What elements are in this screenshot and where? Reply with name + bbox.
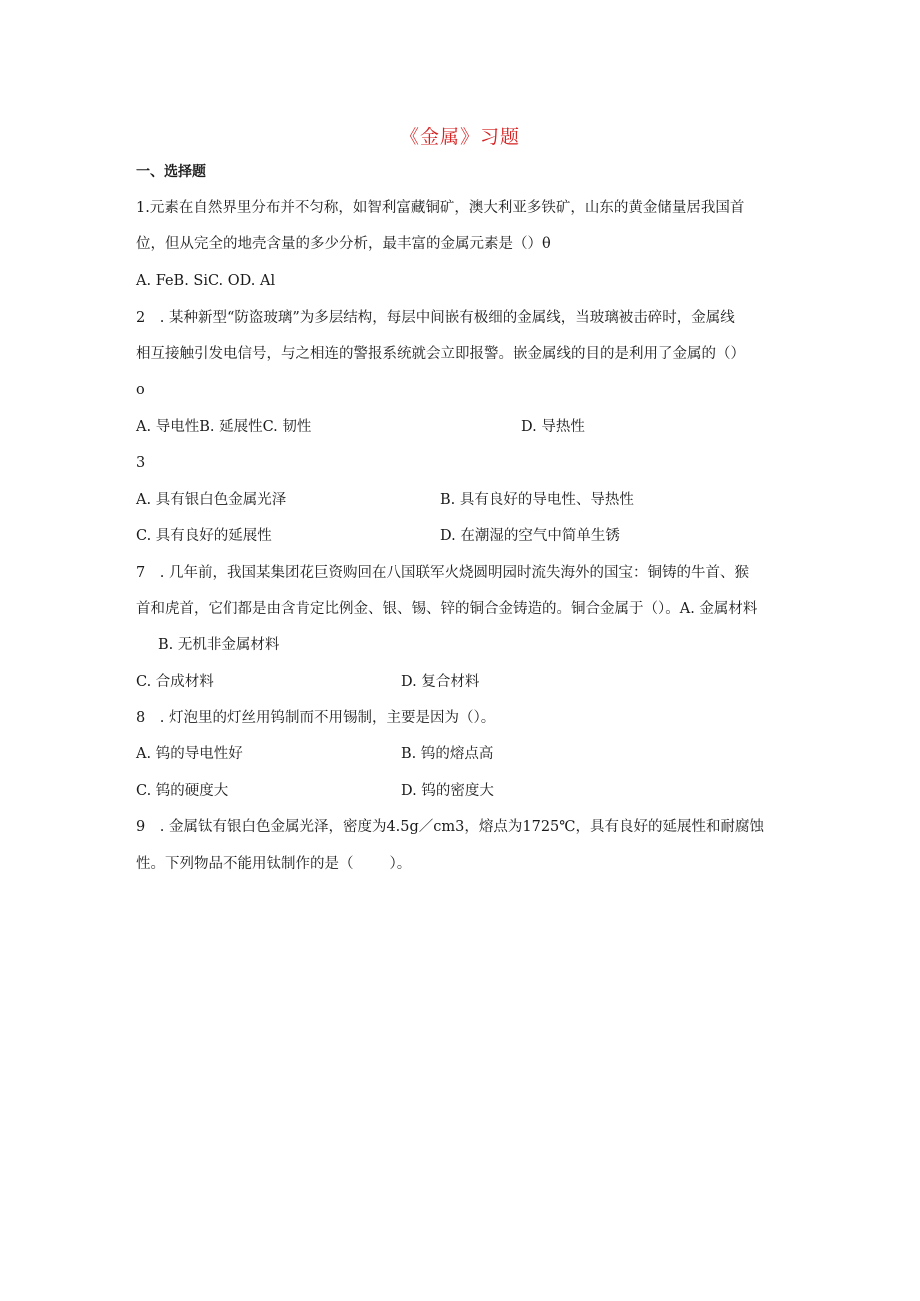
q7-option-d: D. 复合材料: [401, 674, 480, 690]
q1-line2: 位，但从完全的地壳含量的多少分析，最丰富的金属元素是（）θ: [136, 236, 551, 252]
q2-line3: o: [136, 382, 145, 398]
q3-option-c: C. 具有良好的延展性: [136, 528, 272, 544]
q9-line2-start: 性。下列物品不能用钛制作的是（: [136, 856, 354, 872]
q1-options: A. FeB. SiC. OD. Al: [136, 273, 276, 289]
q9-line1: 9 . 金属钛有银白色金属光泽，密度为4.5g／cm3，熔点为1725℃，具有良好的延展性和耐腐蚀: [136, 819, 764, 835]
q7-line2: 首和虎首，它们都是由含肯定比例金、银、锡、锌的铜合金铸造的。铜合金属于（）。A. 金属材料: [136, 601, 758, 617]
q2-line2: 相互接触引发电信号，与之相连的警报系统就会立即报警。嵌金属线的目的是利用了金属的（）: [136, 346, 745, 362]
section-heading: 一、选择题: [136, 164, 206, 180]
page-title: 《金属》习题: [399, 126, 520, 148]
q3-number: 3: [136, 455, 146, 471]
q2-line1: 2 . 某种新型“防盗玻璃”为多层结构，每层中间嵌有极细的金属线，当玻璃被击碎时，金属线: [136, 310, 735, 326]
q8-option-a: A. 钨的导电性好: [136, 746, 243, 762]
q7-line3: B. 无机非金属材料: [158, 637, 280, 653]
q3-option-d: D. 在潮湿的空气中简单生锈: [440, 528, 620, 544]
q9-line2: [136, 854, 411, 874]
q7-option-c: C. 合成材料: [136, 674, 214, 690]
q9-line2-end: ）。: [389, 856, 412, 872]
q8-option-d: D. 钨的密度大: [401, 783, 494, 799]
q3-option-b: B. 具有良好的导电性、导热性: [440, 492, 634, 508]
q2-options-abc: A. 导电性B. 延展性C. 韧性: [136, 419, 312, 435]
q8-option-c: C. 钨的硬度大: [136, 783, 229, 799]
q2-option-d: D. 导热性: [521, 419, 585, 435]
q1-line1: 1.元素在自然界里分布并不匀称，如智利富藏铜矿，澳大利亚多铁矿，山东的黄金储量居我国首: [136, 200, 745, 216]
q7-line1: 7 . 几年前，我国某集团花巨资购回在八国联军火烧圆明园时流失海外的国宝：铜铸的牛首、猴: [136, 565, 749, 581]
q8-option-b: B. 钨的熔点高: [401, 746, 494, 762]
q3-option-a: A. 具有银白色金属光泽: [136, 492, 287, 508]
q8-line1: 8 . 灯泡里的灯丝用钨制而不用锡制，主要是因为（）。: [136, 710, 496, 726]
